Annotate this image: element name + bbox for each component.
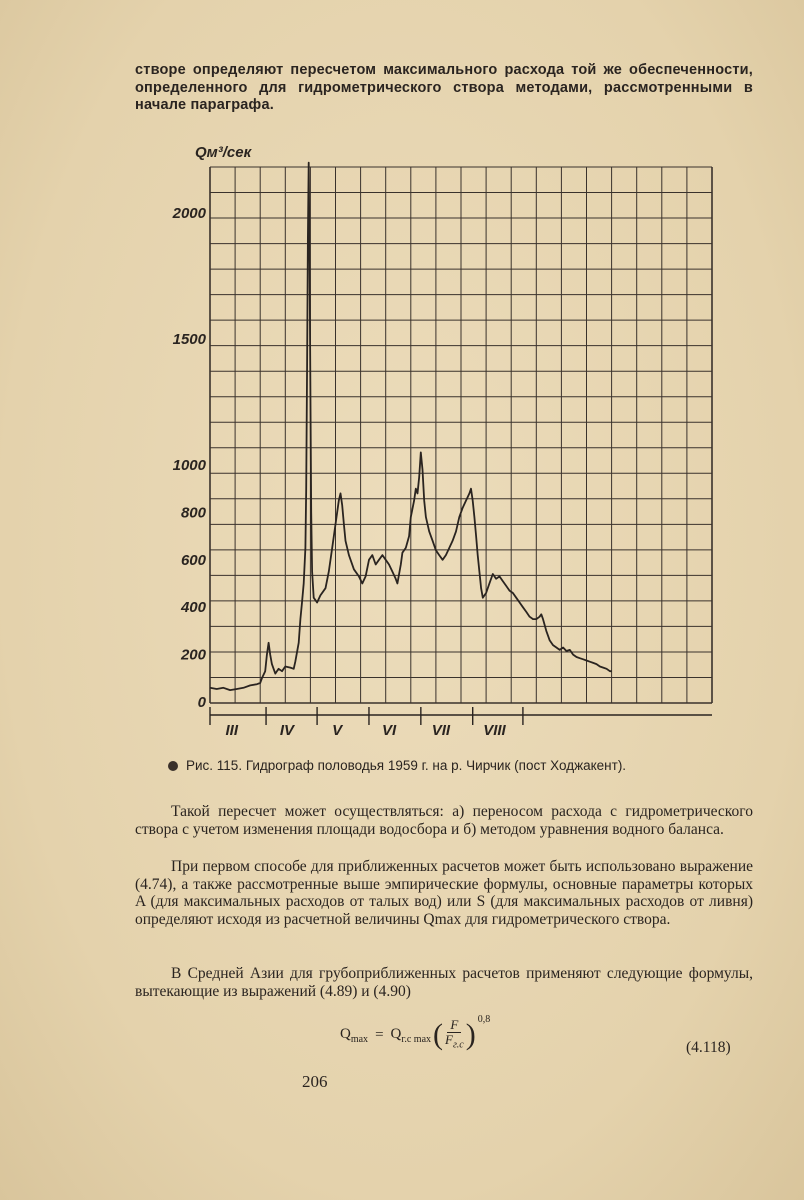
- y-tick-label: 1500: [172, 331, 206, 348]
- y-tick-label: 1000: [172, 457, 206, 474]
- left-paren: (: [433, 1018, 444, 1052]
- fraction-denominator: $F_{г.с}$: [445, 1032, 464, 1051]
- paragraph-2: При первом способе для приближенных расчетов может быть использовано выражение (4.74), а также рассмотренные выше эмпирические формулы, основные параметры которых A (для максимальных расходов от талых вод) или S (для максимальных расходов от ливня) определяют исходя из расчетной величины Qmax для гидрометрического створа.: [135, 858, 753, 928]
- y-tick-label: 2000: [172, 205, 206, 222]
- figure-caption: Рис. 115. Гидрограф половодья 1959 г. на р. Чирчик (пост Ходжакент).: [186, 758, 627, 773]
- paragraph-1: Такой пересчет может осуществляться: а) переносом расхода с гидрометрического створа с учетом изменения площади водосбора и б) методом уравнения водного баланса.: [135, 803, 753, 838]
- y-axis-label: Qм³/сек: [195, 144, 252, 161]
- hydrograph-chart: [150, 135, 730, 735]
- top-paragraph: створе определяют пересчетом максимального расхода той же обеспеченности, определенного для гидрометрического створа методами, рассмотренными в начале параграфа.: [135, 62, 753, 113]
- x-tick-label: IV: [279, 722, 295, 735]
- x-tick-label: VIII: [483, 722, 506, 735]
- x-tick-label: VII: [431, 722, 451, 735]
- right-paren: ): [465, 1018, 476, 1052]
- y-tick-label: 400: [180, 599, 206, 617]
- y-tick-label: 200: [180, 646, 206, 664]
- formula-fraction: [445, 1018, 464, 1053]
- y-tick-label: 0: [197, 694, 206, 711]
- equation-number: (4.118): [686, 1039, 731, 1056]
- x-tick-label: V: [332, 722, 343, 735]
- paragraph-3: В Средней Азии для грубоприближенных расчетов применяют следующие формулы, вытекающие из выражений (4.89) и (4.90): [135, 965, 753, 1000]
- fraction-numerator: F: [447, 1018, 461, 1033]
- formula-4-118: [340, 1013, 491, 1053]
- figure-caption-row: [168, 758, 768, 773]
- x-tick-label: III: [225, 722, 239, 735]
- formula-exponent: 0,8: [477, 1013, 491, 1025]
- bullet-dot-icon: [168, 761, 178, 771]
- formula-lhs: $Q_{max}$: [340, 1025, 369, 1045]
- x-tick-label: VI: [381, 722, 397, 735]
- formula-rhs: $Q_{г.с max}$: [390, 1025, 432, 1045]
- y-tick-label: 600: [180, 551, 206, 569]
- page-number: 206: [302, 1072, 328, 1091]
- y-tick-label: 800: [180, 504, 206, 522]
- formula-equals: =: [375, 1026, 384, 1043]
